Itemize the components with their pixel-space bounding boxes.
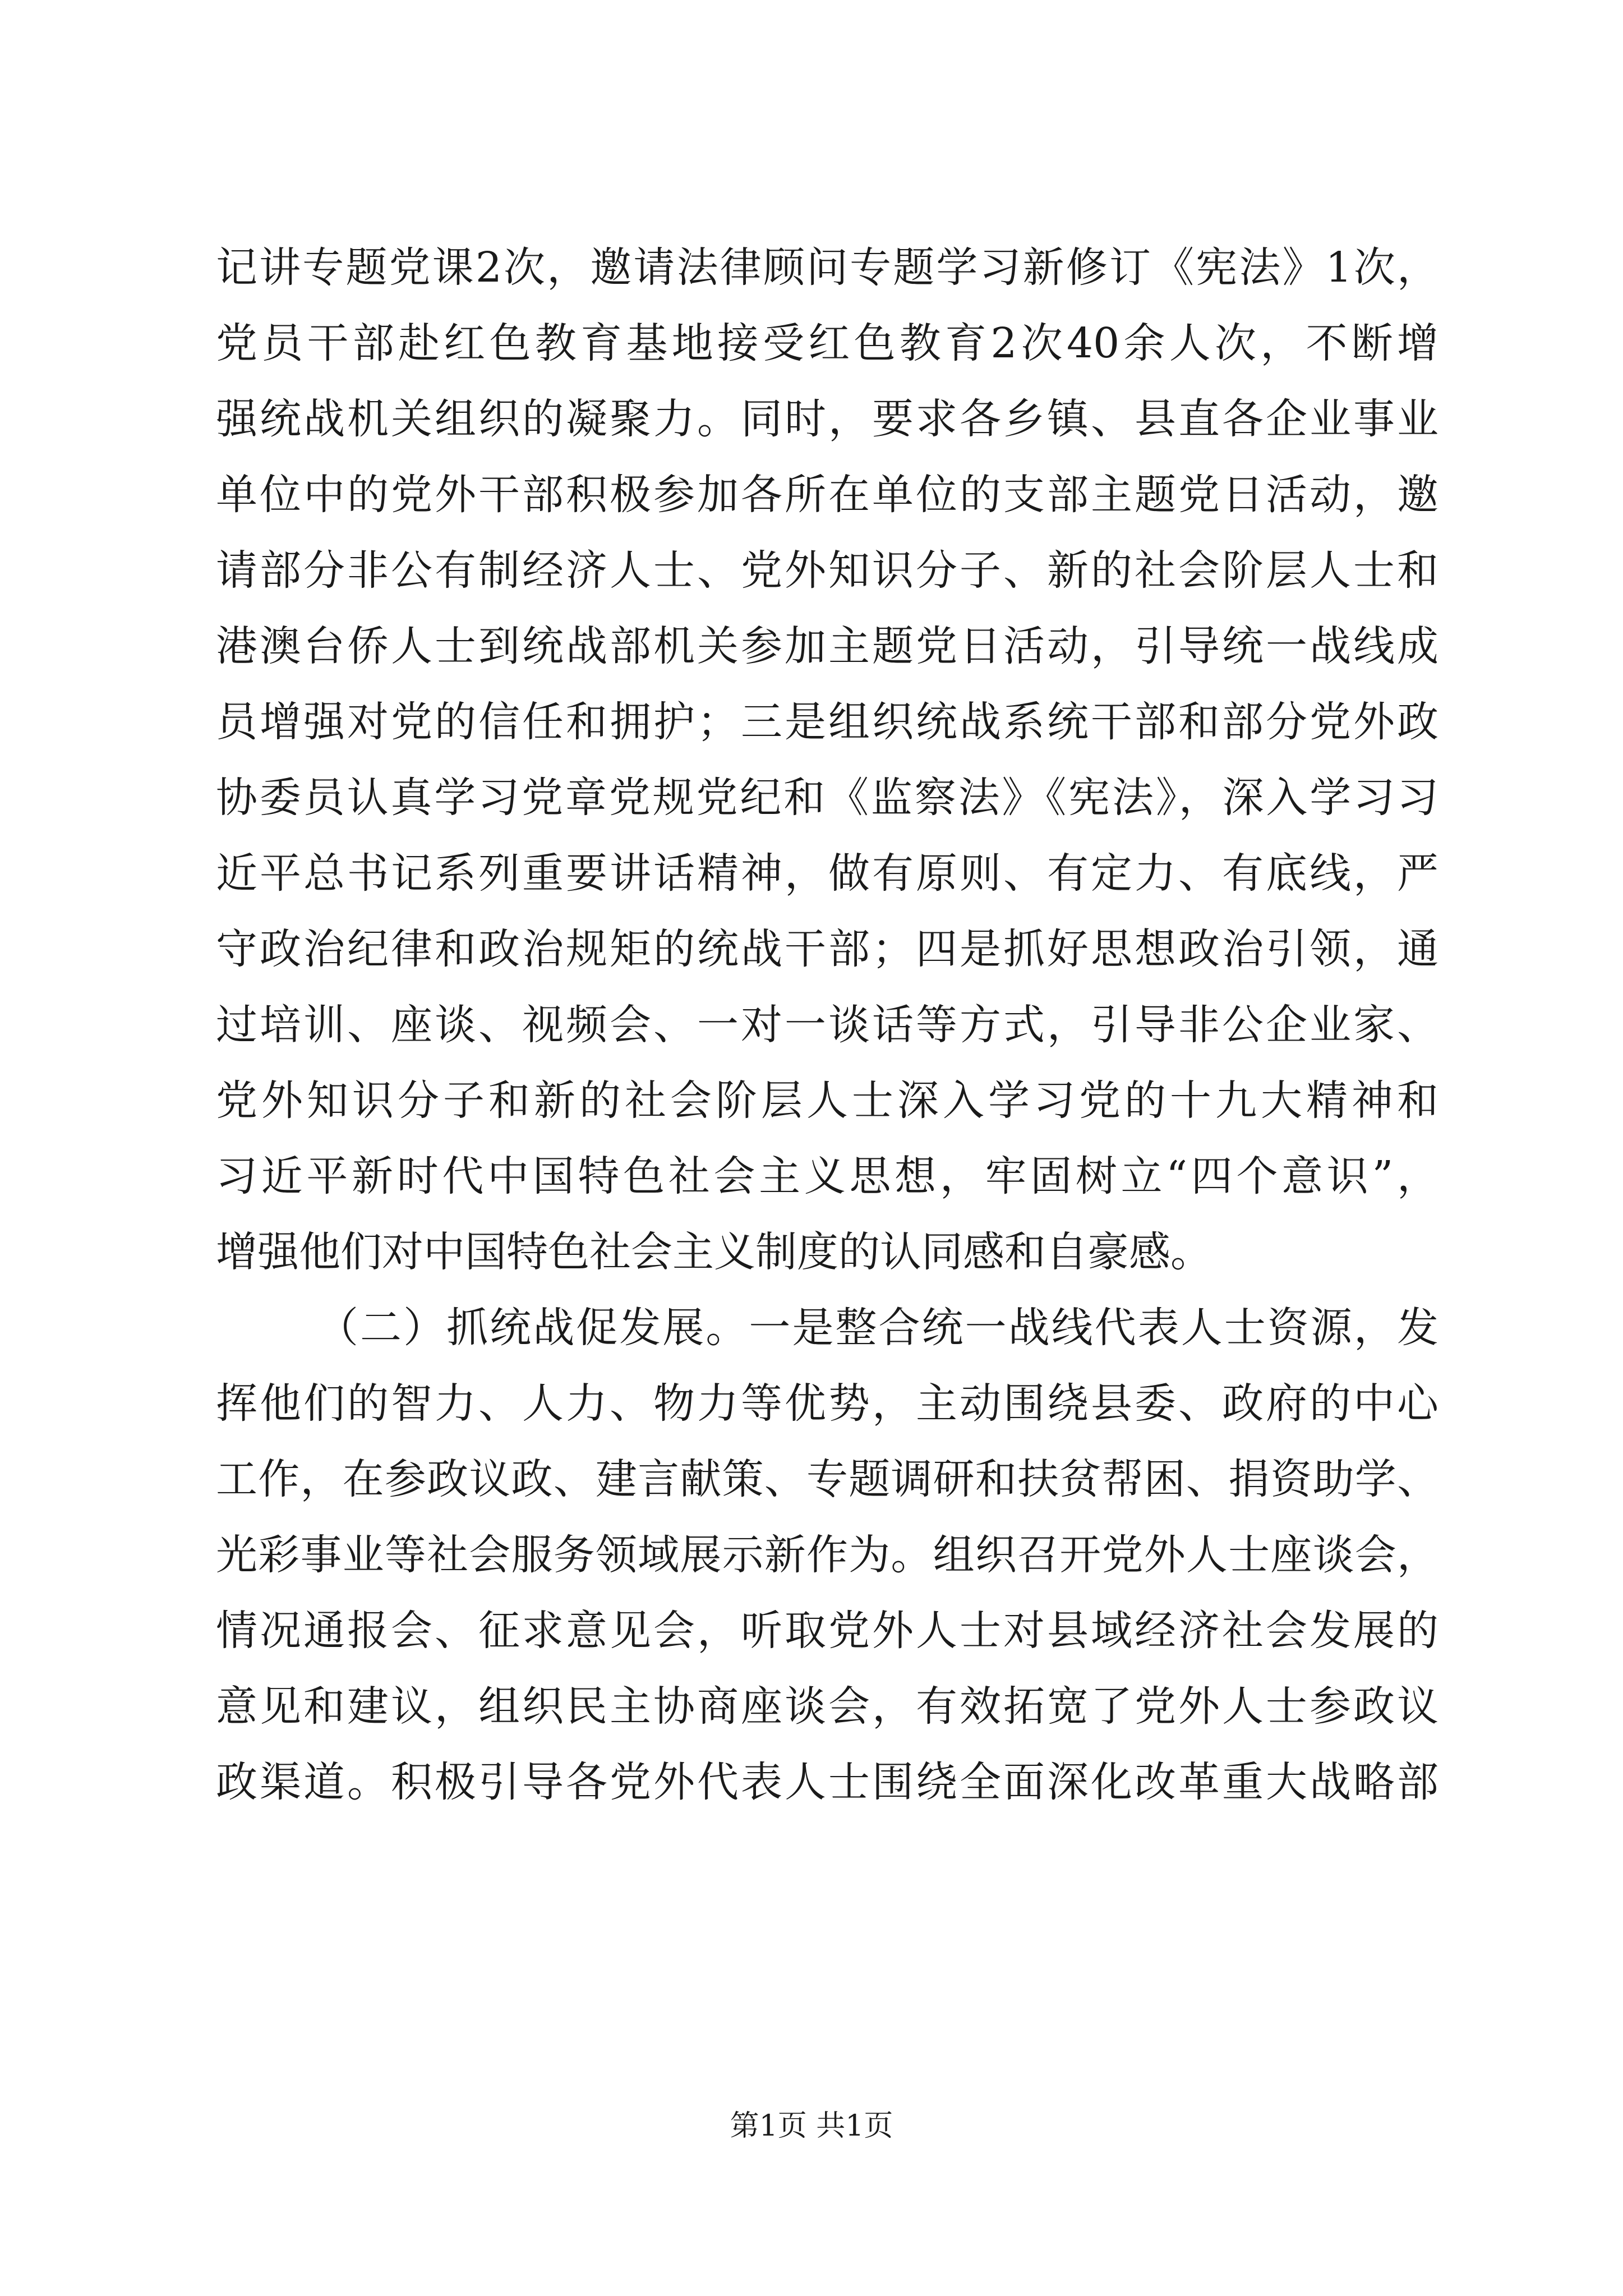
- text-line: 情况通报会、征求意见会，听取党外人士对县域经济社会发展的: [216, 1607, 1438, 1655]
- text-line: 港澳台侨人士到统战部机关参加主题党日活动，引导统一战线成: [216, 622, 1438, 670]
- text-line: 党员干部赴红色教育基地接受红色教育2次40余人次，不断增: [216, 319, 1438, 367]
- text-line: 意见和建议，组织民主协商座谈会，有效拓宽了党外人士参政议: [216, 1682, 1438, 1731]
- text-line: 强统战机关组织的凝聚力。同时，要求各乡镇、县直各企业事业: [216, 395, 1438, 443]
- text-line: 记讲专题党课2次，邀请法律顾问专题学习新修订《宪法》1次，: [216, 243, 1438, 292]
- text-line: 挥他们的智力、人力、物力等优势，主动围绕县委、政府的中心: [216, 1379, 1438, 1428]
- document-body: [216, 230, 1438, 1820]
- text-line: 习近平新时代中国特色社会主义思想，牢固树立“四个意识”，: [216, 1152, 1438, 1200]
- text-line: 单位中的党外干部积极参加各所在单位的支部主题党日活动，邀: [216, 471, 1438, 519]
- text-line: 光彩事业等社会服务领域展示新作为。组织召开党外人士座谈会，: [216, 1531, 1438, 1579]
- text-line: 近平总书记系列重要讲话精神，做有原则、有定力、有底线，严: [216, 849, 1438, 898]
- text-line: 工作，在参政议政、建言献策、专题调研和扶贫帮困、捐资助学、: [216, 1455, 1438, 1503]
- section-heading-line: （二）抓统战促发展。一是整合统一战线代表人士资源，发: [317, 1304, 1438, 1352]
- text-line: 员增强对党的信任和拥护；三是组织统战系统干部和部分党外政: [216, 698, 1438, 746]
- text-line: 政渠道。积极引导各党外代表人士围绕全面深化改革重大战略部: [216, 1758, 1438, 1806]
- text-line: 党外知识分子和新的社会阶层人士深入学习党的十九大精神和: [216, 1076, 1438, 1125]
- page-number-label: 第1页 共1页: [730, 2109, 893, 2143]
- text-line: 请部分非公有制经济人士、党外知识分子、新的社会阶层人士和: [216, 546, 1438, 595]
- text-line: 增强他们对中国特色社会主义制度的认同感和自豪感。: [216, 1228, 1212, 1276]
- text-line: 守政治纪律和政治规矩的统战干部；四是抓好思想政治引领，通: [216, 925, 1438, 973]
- text-line: 过培训、座谈、视频会、一对一谈话等方式，引导非公企业家、: [216, 1001, 1438, 1049]
- page-footer: [0, 2106, 1623, 2146]
- text-line: 协委员认真学习党章党规党纪和《监察法》《宪法》，深入学习习: [216, 774, 1438, 822]
